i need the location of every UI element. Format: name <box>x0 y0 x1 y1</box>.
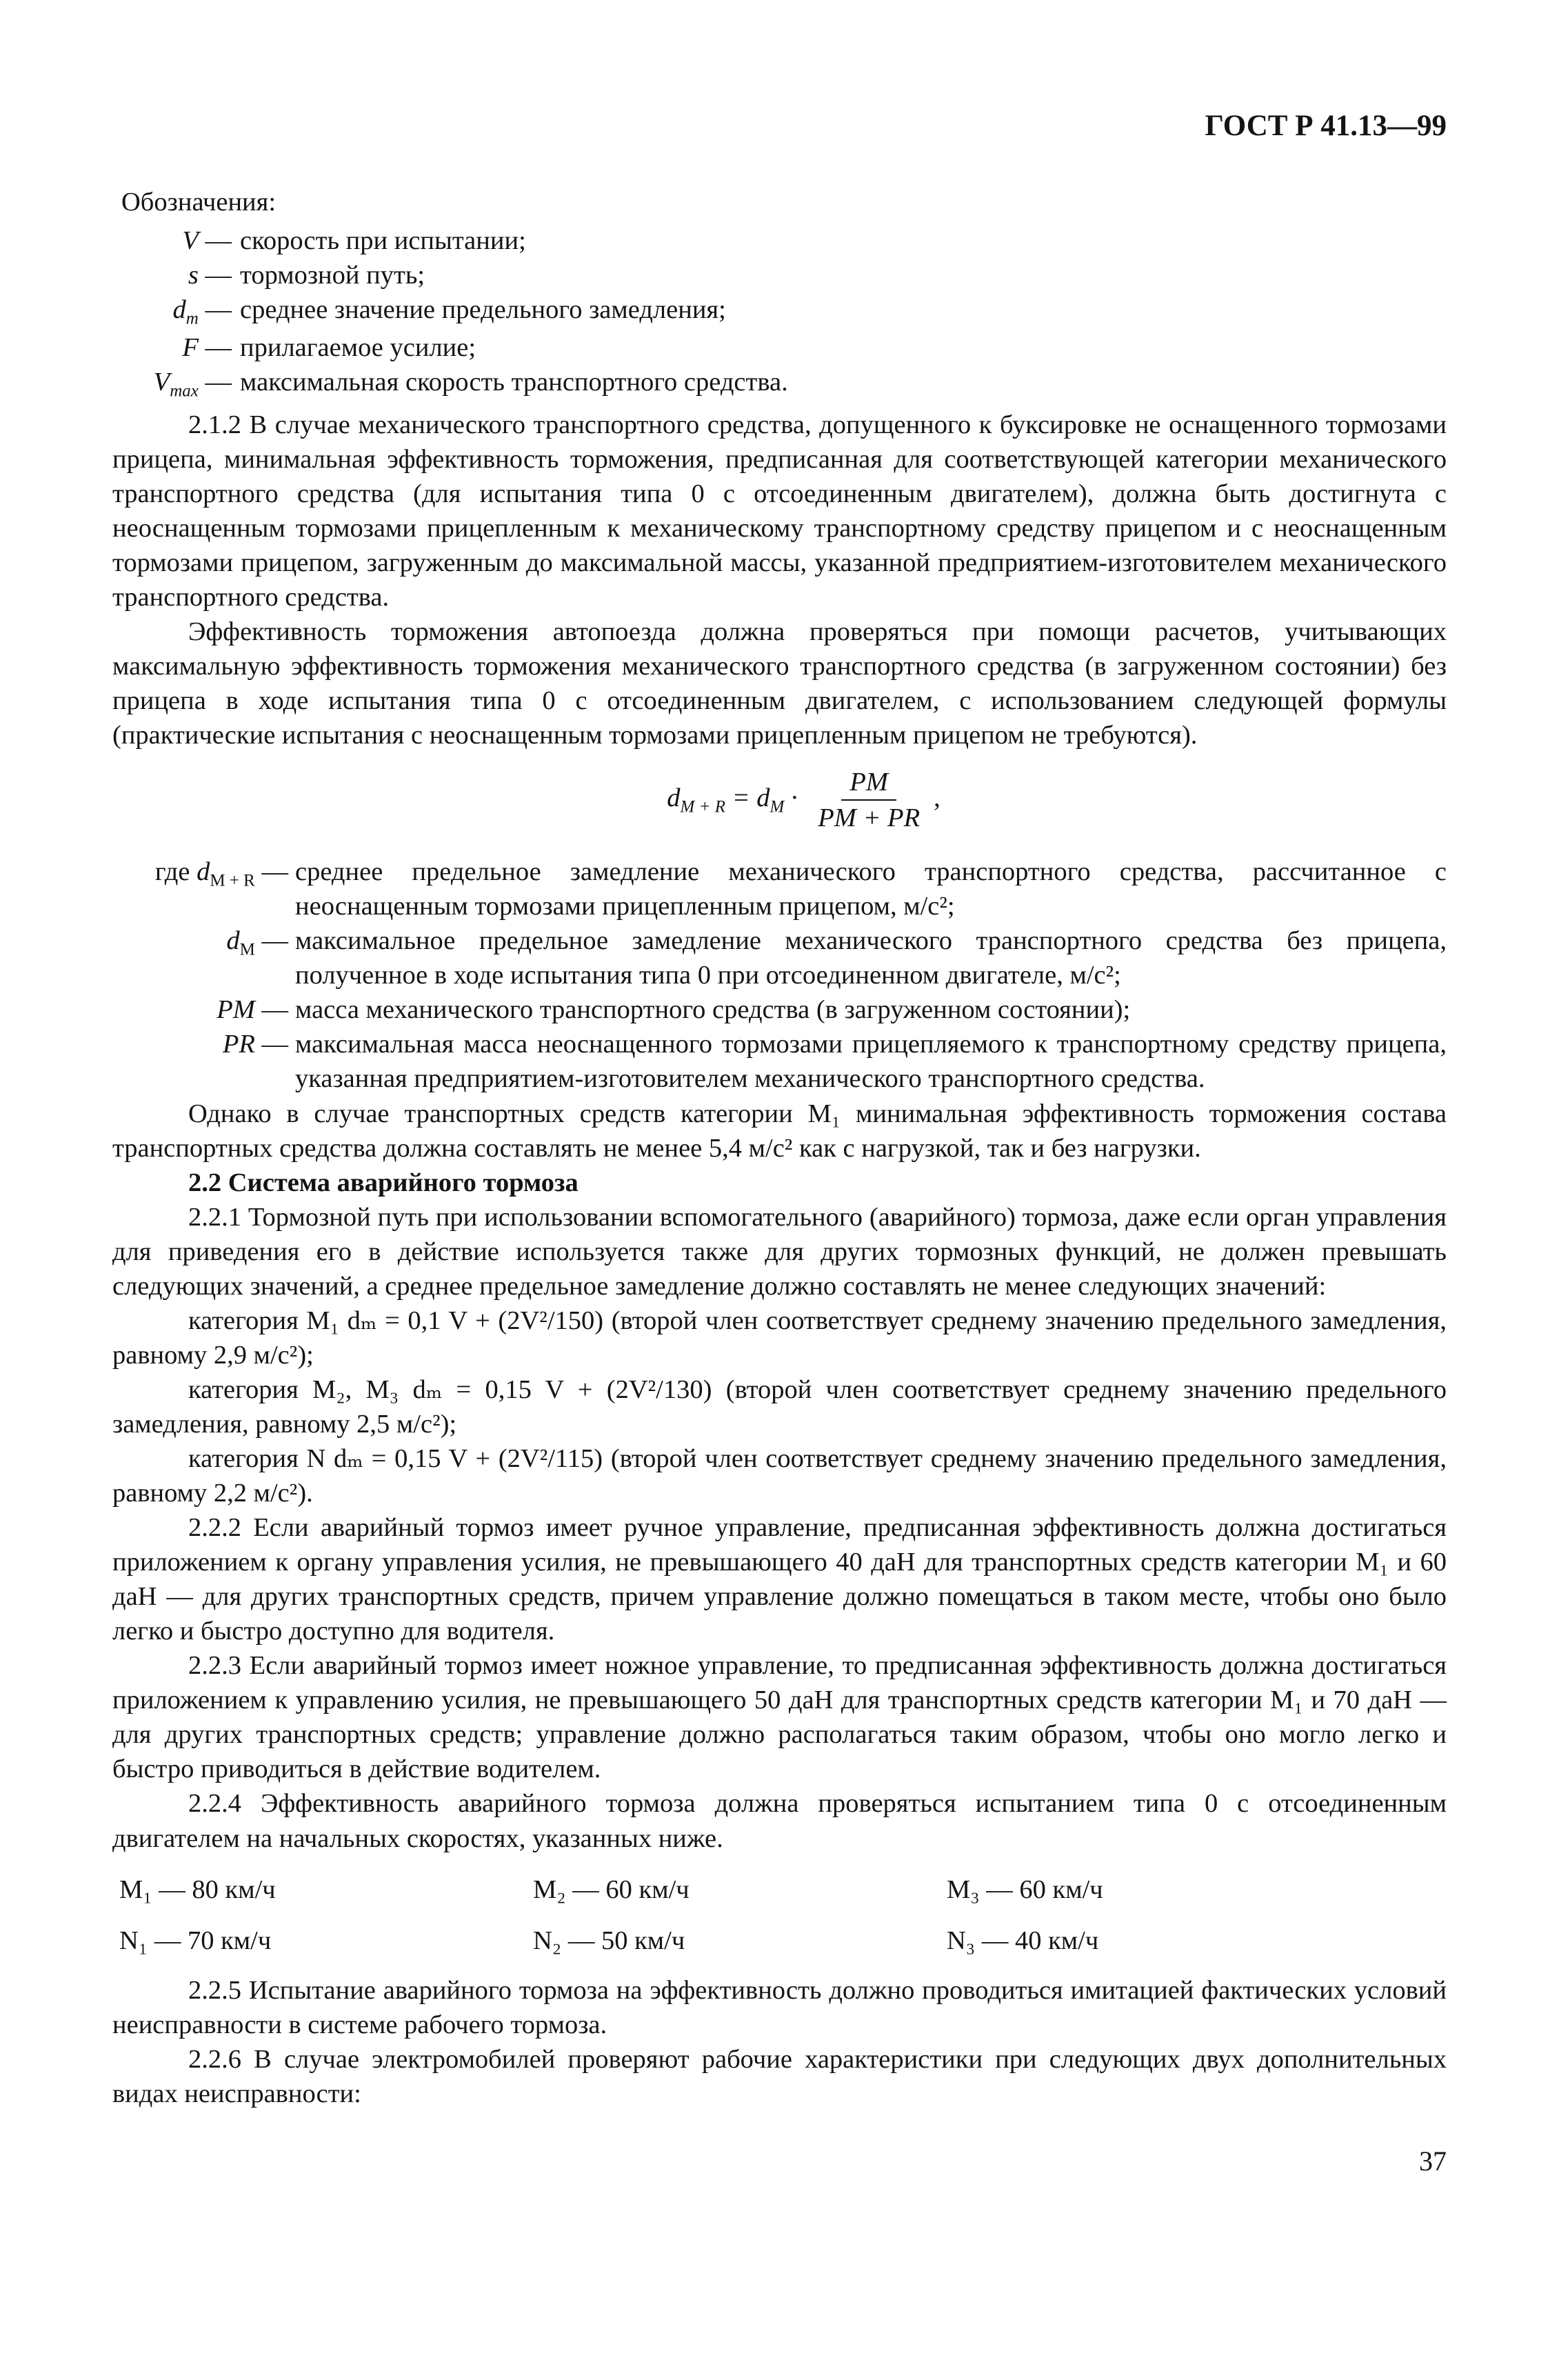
formula: $d_{M + R} = d_M$ · $\frac{PM}{PM + PR}$ , <box>112 765 1447 835</box>
where-symbol: PR — <box>222 1030 288 1059</box>
paragraph-2-2-6: 2.2.6 В случае электромобилей проверяют рабочие характеристики при следующих двух дополнительных видах неисправности: <box>112 2044 1447 2108</box>
where-symbol: $d_M$ — <box>226 926 288 959</box>
paragraph-2-2-2: 2.2.2 Если аварийный тормоз имеет ручное управление, предписанная эффективность должна достигаться приложением к органу управления усилия, не превышающего 40 даН для транспортных средств категории M₁ и 60 даН — для других транспортных средств, причем управление должно помещаться в таком месте, чтобы оно было легко и быстро доступно для водителя. <box>112 1513 1447 1646</box>
paragraph-2-2-1: 2.2.1 Тормозной путь при использовании вспомогательного (аварийного) тормоза, даже если орган управления для приведения его в действие используется также для других тормозных функций, не должен превышать следующих значений, а среднее предельное замедление должно составлять не менее следующих значений: <box>112 1202 1447 1301</box>
legend-text: максимальная скорость транспортного средства. <box>240 368 788 397</box>
paragraph-however: Однако в случае транспортных средств категории M₁ минимальная эффективность торможения состава транспортных средства должна составлять не менее 5,4 м/с² как с нагрузкой, так и без нагрузки. <box>112 1099 1447 1163</box>
legend-list <box>112 223 1447 403</box>
formula-fraction: $\frac{PM}{PM + PR}$ <box>809 765 928 835</box>
speed-table <box>119 1872 1447 1958</box>
where-symbol: где $d_{M + R}$ — <box>154 857 288 890</box>
speed-item: M₁ — 80 км/ч <box>119 1874 276 1904</box>
legend-symbol: F — <box>182 333 232 363</box>
category-n: категория N dₘ = 0,15 V + (2V²/115) (второй член соответствует среднему значению предельного замедления, равному 2,2 м/с²). <box>112 1443 1447 1508</box>
speed-item: N₁ — 70 км/ч <box>119 1926 272 1955</box>
speed-item: M₃ — 60 км/ч <box>947 1874 1103 1904</box>
legend-symbol: s — <box>188 261 232 290</box>
page-number: 37 <box>1419 2146 1447 2177</box>
legend-text: прилагаемое усилие; <box>240 333 476 363</box>
section-heading-2-2: 2.2 Система аварийного тормоза <box>188 1168 579 1197</box>
legend-text: скорость при испытании; <box>240 226 526 256</box>
category-m2-m3: категория M₂, M₃ dₘ = 0,15 V + (2V²/130) (второй член соответствует среднему значению предельного замедления, равному 2,5 м/с²); <box>112 1374 1447 1439</box>
legend-symbol: V — <box>182 226 232 256</box>
paragraph-2-2-3: 2.2.3 Если аварийный тормоз имеет ножное управление, то предписанная эффективность должна достигаться приложением к управлению усилия, не превышающего 50 даН для транспортных средств категории M₁ и 70 даН — для других транспортных средств; управление должно располагаться таким образом, чтобы оно могло легко и быстро приводиться в действие водителем. <box>112 1651 1447 1784</box>
legend-text: среднее значение предельного замедления; <box>240 295 726 325</box>
speed-item: N₂ — 50 км/ч <box>533 1926 685 1955</box>
legend-title: Обозначения: <box>121 188 276 217</box>
paragraph-efficiency: Эффективность торможения автопоезда должна проверяться при помощи расчетов, учитывающих максимальную эффективность торможения механического транспортного средства (в загруженном состоянии) без прицепа в ходе испытания типа 0 с отсоединенным двигателем, с использованием следующей формулы (практические испытания с неоснащенным тормозами прицепленным прицепом не требуются). <box>112 617 1447 750</box>
where-text: масса механического транспортного средства (в загруженном состоянии); <box>295 995 1131 1025</box>
paragraph-2-2-5: 2.2.5 Испытание аварийного тормоза на эффективность должно проводиться имитацией фактических условий неисправности в системе рабочего тормоза. <box>112 1975 1447 2039</box>
where-symbol: PM — <box>217 995 288 1025</box>
where-text: среднее предельное замедление механического транспортного средства, рассчитанное с неоснащенным тормозами прицепленным прицепом, м/с²; <box>295 857 1447 921</box>
legend-text: тормозной путь; <box>240 261 425 290</box>
legend-symbol: $V_{max}$ — <box>153 368 232 401</box>
where-text: максимальное предельное замедление механического транспортного средства без прицепа, полученное в ходе испытания типа 0 при отсоединенном двигателе, м/с²; <box>295 926 1447 990</box>
paragraph-2-2-4: 2.2.4 Эффективность аварийного тормоза должна проверяться испытанием типа 0 с отсоединенным двигателем на начальных скоростях, указанных ниже. <box>112 1789 1447 1853</box>
category-m1: категория M₁ dₘ = 0,1 V + (2V²/150) (второй член соответствует среднему значению предельного замедления, равному 2,9 м/с²); <box>112 1306 1447 1370</box>
legend-symbol: $d_m$ — <box>172 295 232 328</box>
paragraph-2-1-2: 2.1.2 В случае механического транспортного средства, допущенного к буксировке не оснащенного тормозами прицепа, минимальная эффективность торможения, предписанная для соответствующей категории механического транспортного средства (для испытания типа 0 с отсоединенным двигателем), должна быть достигнута с неоснащенным тормозами прицепленным к механическому транспортному средству прицепом и с неоснащенным тормозами прицепом, загруженным до максимальной массы, указанной предприятием-изготовителем механического транспортного средства. <box>112 410 1447 612</box>
where-text: максимальная масса неоснащенного тормозами прицепляемого к транспортному средству прицепа, указанная предприятием-изготовителем механического транспортного средства. <box>295 1030 1447 1094</box>
speed-item: M₂ — 60 км/ч <box>533 1874 690 1904</box>
speed-item: N₃ — 40 км/ч <box>947 1926 1099 1955</box>
formula-explanation <box>112 854 1447 1096</box>
page-body <box>112 185 1447 2111</box>
document-code: ГОСТ Р 41.13—99 <box>1205 110 1447 142</box>
